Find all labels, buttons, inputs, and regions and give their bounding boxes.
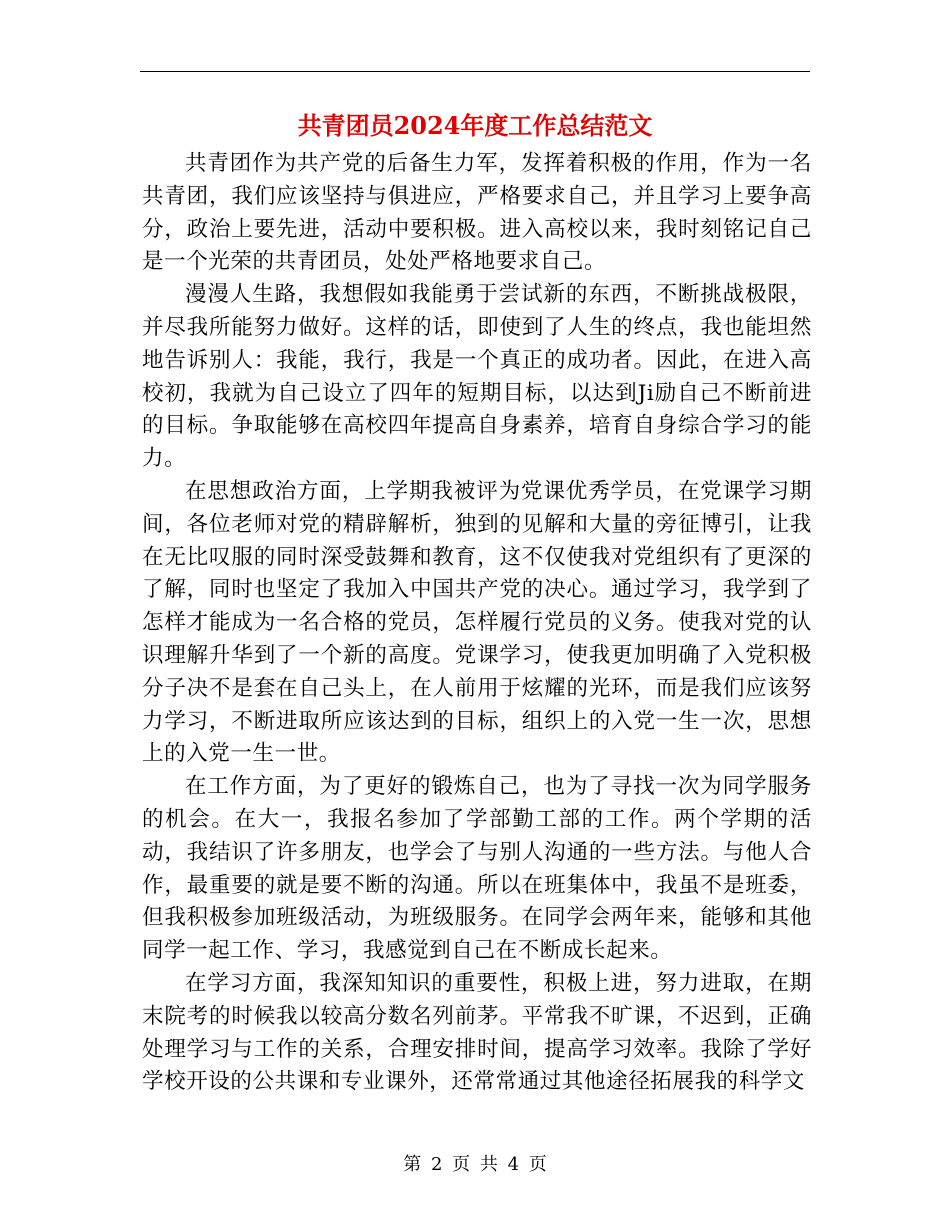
header-rule [140, 71, 810, 72]
paragraph-intro: 共青团作为共产党的后备生力军，发挥着积极的作用，作为一名共青团，我们应该坚持与俱进应，严格要求自己，并且学习上要争高分，政治上要先进，活动中要积极。进入高校以来，我时刻铭记自己是一个光荣的共青团员，处处严格地要求自己。 [142, 151, 812, 275]
paragraph-work: 在工作方面，为了更好的锻炼自己，也为了寻找一次为同学服务的机会。在大一，我报名参加了学部勤工部的工作。两个学期的活动，我结识了许多朋友，也学会了与别人沟通的一些方法。与他人合作，最重要的就是要不断的沟通。所以在班集体中，我虽不是班委，但我积极参加班级活动，为班级服务。在同学会两年来，能够和其他同学一起工作、学习，我感觉到自己在不断成长起来。 [142, 774, 812, 964]
paragraph-politics: 在思想政治方面，上学期我被评为党课优秀学员，在党课学习期间，各位老师对党的精辟解析，独到的见解和大量的旁征博引，让我在无比叹服的同时深受鼓舞和教育，这不仅使我对党组织有了更深的了解，同时也坚定了我加入中国共产党的决心。通过学习，我学到了怎样才能成为一名合格的党员，怎样履行党员的义务。使我对党的认识理解升华到了一个新的高度。党课学习，使我更加明确了入党积极分子决不是套在自己头上，在人前用于炫耀的光环，而是我们应该努力学习，不断进取所应该达到的目标，组织上的入党一生一次，思想上的入党一生一世。 [142, 478, 812, 767]
paragraph-life-goals: 漫漫人生路，我想假如我能勇于尝试新的东西，不断挑战极限，并尽我所能努力做好。这样的话，即使到了人生的终点，我也能坦然地告诉别人：我能，我行，我是一个真正的成功者。因此，在进入高校初，我就为自己设立了四年的短期目标，以达到Ji励自己不断前进的目标。争取能够在高校四年提高自身素养，培育自身综合学习的能力。 [142, 282, 812, 472]
document-title: 共青团员2024年度工作总结范文 [297, 111, 653, 140]
page-number-footer: 第 2 页 共 4 页 [403, 1154, 547, 1175]
document-body [142, 148, 812, 1099]
paragraph-study: 在学习方面，我深知知识的重要性，积极上进，努力进取，在期末院考的时候我以较高分数名列前茅。平常我不旷课，不迟到，正确处理学习与工作的关系，合理安排时间，提高学习效率。我除了学好学校开设的公共课和专业课外，还常常通过其他途径拓展我的科学文 [142, 970, 812, 1095]
